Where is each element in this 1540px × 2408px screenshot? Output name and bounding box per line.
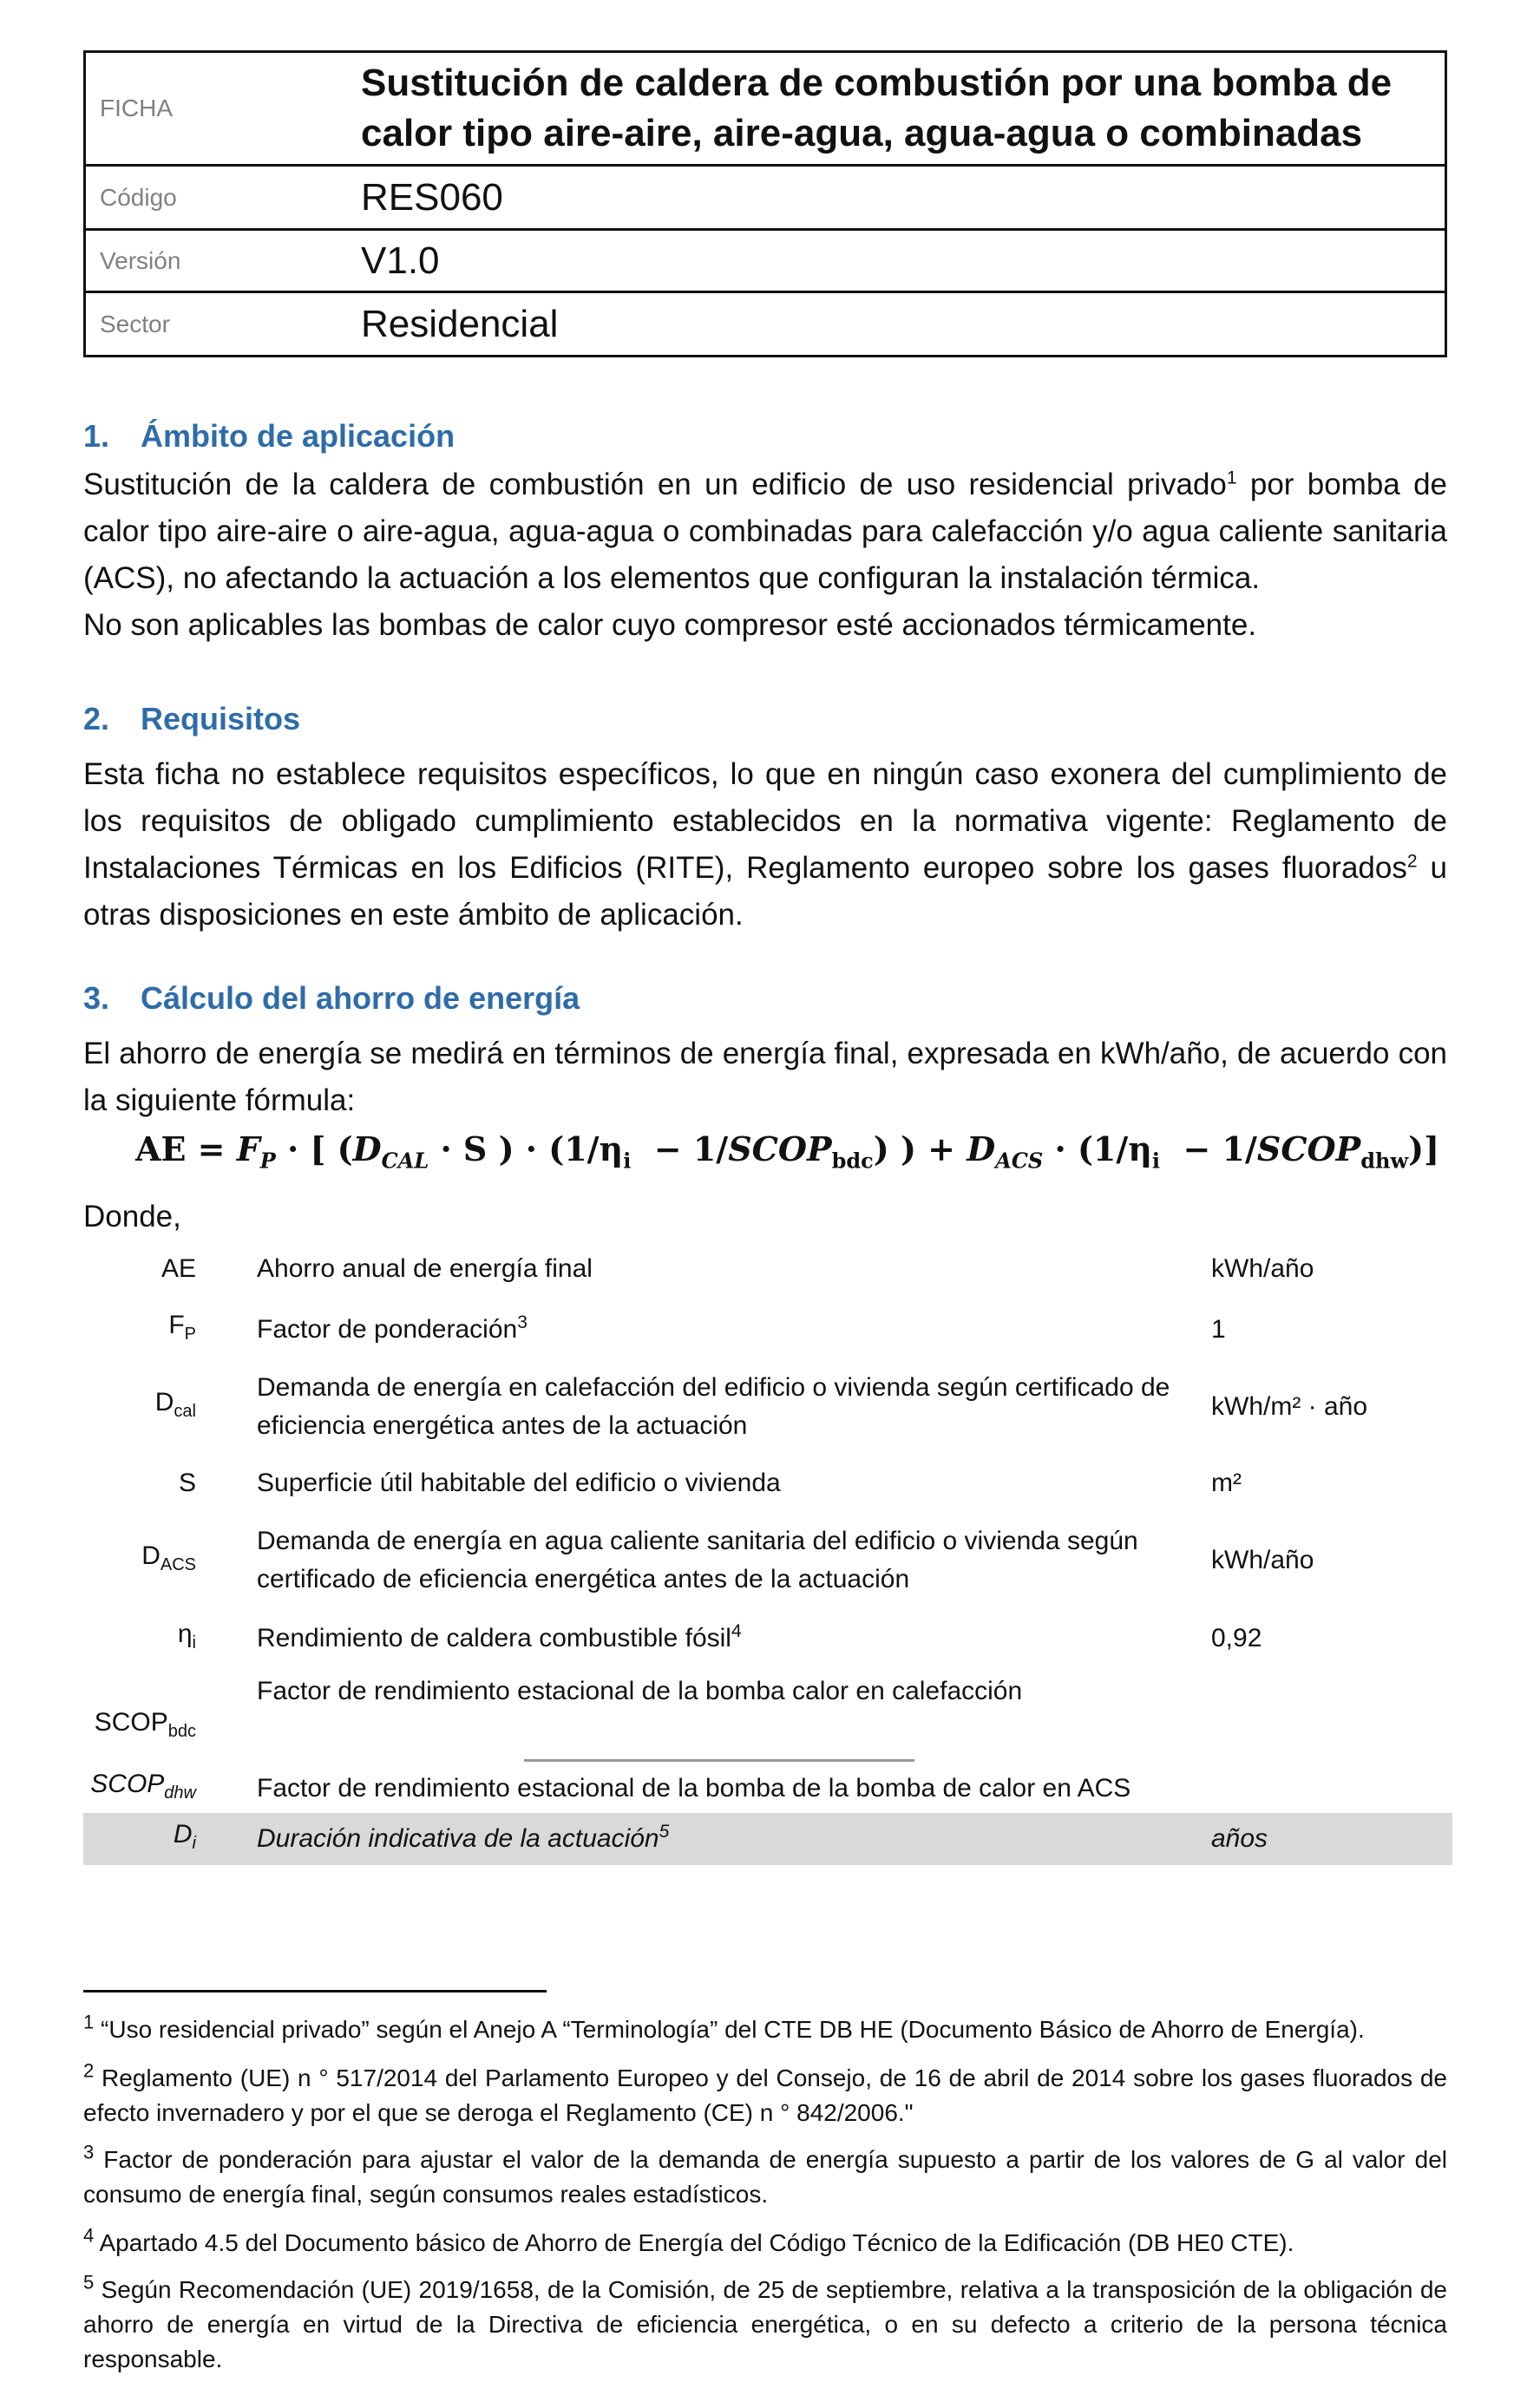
footnote-ref-1: 1 <box>1226 468 1237 488</box>
var-description: Factor de ponderación$^3$ <box>257 1312 528 1344</box>
var-symbol: $F_P$ <box>168 1311 196 1344</box>
sector-value: Residencial <box>361 292 1446 357</box>
section-2-heading <box>83 701 300 737</box>
section-2-paragraph <box>83 751 1447 939</box>
var-symbol: $\eta_i$ <box>177 1620 196 1652</box>
var-row-fp <box>83 1299 1452 1360</box>
footnote-ref-3: 3 <box>517 1312 528 1332</box>
footnote-ref-4: 4 <box>731 1621 742 1641</box>
version-label: Versión <box>85 230 362 292</box>
variables-table <box>83 1239 1452 1865</box>
section-3-heading <box>83 980 580 1017</box>
var-symbol: $SCOP_{dhw}$ <box>90 1770 196 1803</box>
section-1-title: Ámbito de aplicación <box>141 418 455 454</box>
codigo-value: RES060 <box>361 166 1446 230</box>
var-description: Superficie útil habitable del edificio o vivienda <box>257 1469 781 1497</box>
footnote-4: $^4$ Apartado 4.5 del Documento básico de Ahorro de Energía del Código Técnico de la Edificación (DB HE0 CTE). <box>83 2224 1294 2256</box>
var-description: Demanda de energía en calefacción del edificio o vivienda según certificado de eficiencia energética antes de la actuación <box>257 1373 1170 1440</box>
footnote-1: $^1$ “Uso residencial privado” según el Anejo A “Terminología” del CTE DB HE (Documento Básico de Ahorro de Energía). <box>83 2011 1365 2043</box>
var-description: Duración indicativa de la actuación$^5$ <box>257 1822 670 1853</box>
section-3-title: Cálculo del ahorro de energía <box>141 980 580 1016</box>
var-row-di <box>83 1813 1452 1865</box>
var-row-ae <box>83 1239 1452 1299</box>
var-symbol: S <box>178 1469 196 1497</box>
footnote-5: $^5$ Según Recomendación (UE) 2019/1658, de la Comisión, de 25 de septiembre, relativa a la transposición de la obligación de ahorro de energía en virtud de la Directiva de eficiencia energética, o en su defecto a criterio de la persona técnica responsable. <box>83 2271 1447 2372</box>
s1-p1-text-a: Sustitución de la caldera de combustión en un edificio de uso residencial privado <box>83 468 1227 501</box>
var-row-s <box>83 1454 1452 1513</box>
s2-p1-text-a: Esta ficha no establece requisitos específicos, lo que en ningún caso exonera del cumplimiento de los requisitos de obligado cumplimiento establecidos en la normativa vigente: Reglamento de Instalaciones Térmicas en los Edificios (RITE), Reglamento europeo sobre los gases fluorados <box>83 757 1447 885</box>
var-row-dacs <box>83 1513 1452 1608</box>
var-row-dcal <box>83 1360 1452 1454</box>
section-3-paragraph: El ahorro de energía se medirá en términos de energía final, expresada en kWh/año, de acuerdo con la siguiente fórmula: <box>83 1037 1447 1117</box>
version-value: V1.0 <box>361 230 1446 292</box>
ficha-header-table <box>83 50 1447 357</box>
var-row-scop-bdc <box>83 1669 1452 1764</box>
var-symbol: $D_{cal}$ <box>154 1388 196 1421</box>
footnote-ref-5: 5 <box>659 1822 670 1842</box>
var-symbol: $D_i$ <box>173 1820 196 1853</box>
var-description: Factor de rendimiento estacional de la bomba de la bomba de calor en ACS <box>257 1774 1131 1803</box>
var-unit: m² <box>1211 1469 1242 1497</box>
section-1-number: 1. <box>83 418 110 454</box>
energy-saving-formula: AE = $F_P$ · [ ($D_{CAL} \cdot S$ ) · ($1/\eta_i$ − $1/SCOP_{bdc}$) ) + $D_{ACS} \cdot (1/\eta_i$ − $1/SCOP_{dhw}$)] <box>135 1129 1440 1174</box>
s1-p1-text-b: por bomba de calor tipo aire-aire o aire-agua, agua-agua o combinadas para calefacción y/o agua caliente sanitaria (ACS), no afectando la actuación a los elementos que configuran la instalación térmica. <box>83 468 1447 595</box>
var-unit: kWh/año <box>1211 1546 1314 1574</box>
var-row-scop-dhw <box>83 1764 1452 1813</box>
section-2-title: Requisitos <box>141 701 301 736</box>
s2-p1-text-b: u otras disposiciones en este ámbito de aplicación. <box>83 851 1447 932</box>
var-description: Rendimiento de caldera combustible fósil$^4$ <box>257 1621 742 1652</box>
donde-label: Donde, <box>83 1200 181 1233</box>
var-unit: años <box>1211 1824 1268 1853</box>
sector-label: Sector <box>85 292 362 357</box>
document-page <box>83 50 1448 2372</box>
var-symbol: $D_{ACS}$ <box>141 1541 196 1574</box>
section-2-number: 2. <box>83 701 110 736</box>
var-description: Ahorro anual de energía final <box>257 1254 593 1283</box>
var-unit: kWh/m² · año <box>1211 1392 1368 1421</box>
var-unit: kWh/año <box>1211 1254 1314 1283</box>
footnote-ref-2: 2 <box>1406 851 1418 872</box>
section-1-heading <box>83 418 455 455</box>
var-unit: 1 <box>1211 1315 1226 1344</box>
ficha-title: Sustitución de caldera de combustión por una bomba de calor tipo aire-aire, aire-agua, agua-agua o combinadas <box>361 52 1446 166</box>
codigo-label: Código <box>85 166 362 230</box>
var-symbol: $SCOP_{bdc}$ <box>94 1708 196 1741</box>
var-symbol: AE <box>161 1254 196 1283</box>
var-row-eta <box>83 1608 1452 1669</box>
section-1-paragraph-1 <box>83 461 1447 602</box>
var-description: Factor de rendimiento estacional de la bomba calor en calefacción <box>257 1677 1023 1705</box>
section-3-number: 3. <box>83 980 110 1016</box>
footnote-separator <box>83 1990 547 1992</box>
var-description: Demanda de energía en agua caliente sanitaria del edificio o vivienda según certificado de eficiencia energética antes de la actuación <box>257 1527 1138 1593</box>
footnote-2: $^2$ Reglamento (UE) n ° 517/2014 del Parlamento Europeo y del Consejo, de 16 de abril de 2014 sobre los gases fluorados de efecto invernadero y por el que se deroga el Reglamento (CE) n ° 842/2006." <box>83 2059 1448 2126</box>
var-unit: 0,92 <box>1211 1624 1262 1652</box>
footnote-3: $^3$ Factor de ponderación para ajustar el valor de la demanda de energía supuesto a partir de los valores de G al valor del consumo de energía final, según consumos reales estadísticos. <box>83 2141 1448 2208</box>
section-1-paragraph-2: No son aplicables las bombas de calor cuyo compresor esté accionados térmicamente. <box>83 608 1257 642</box>
divider-line <box>524 1759 914 1762</box>
ficha-label: FICHA <box>85 52 362 166</box>
